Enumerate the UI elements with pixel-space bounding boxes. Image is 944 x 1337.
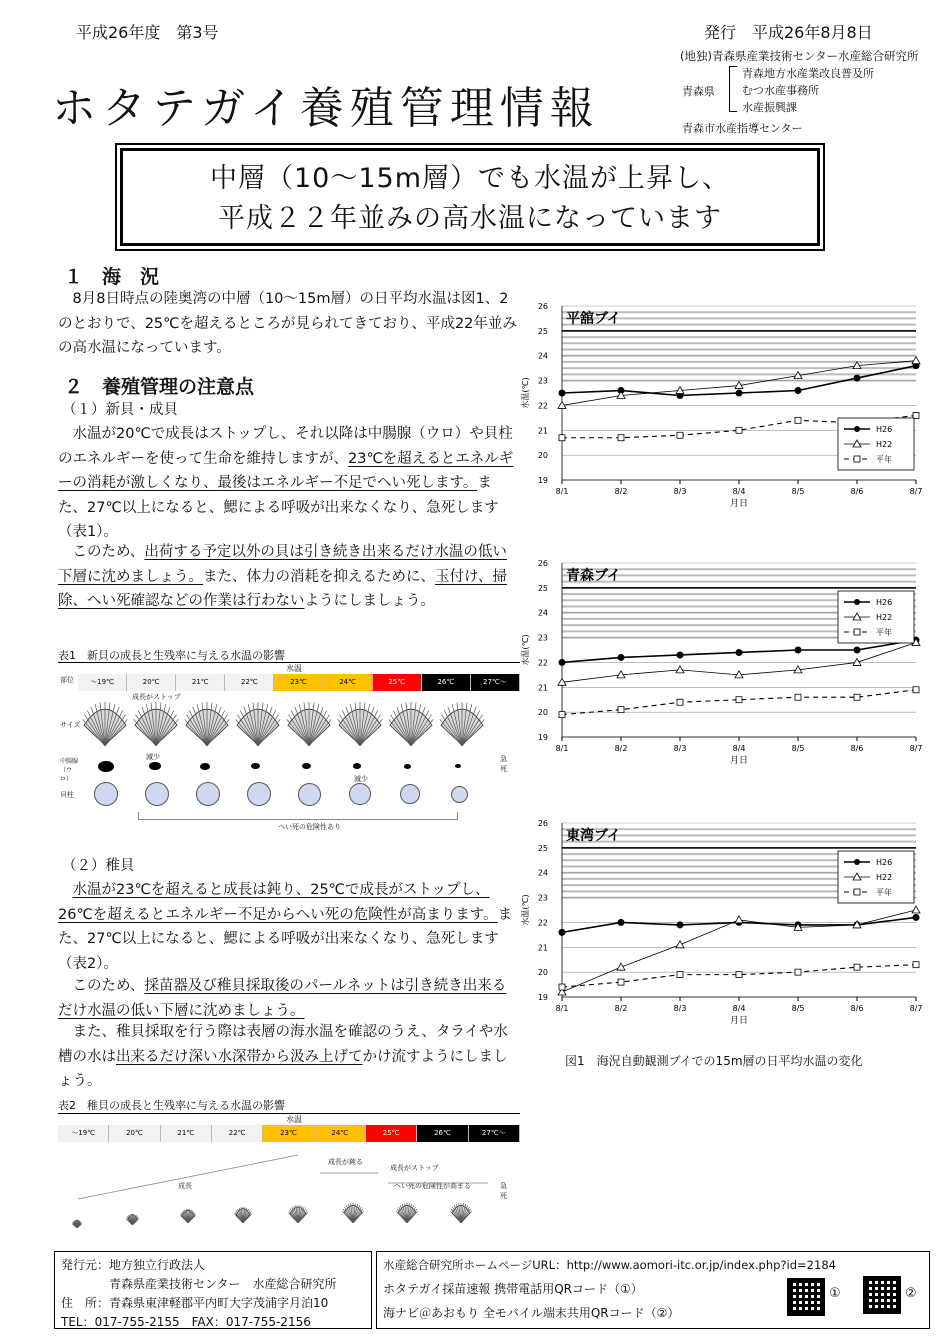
data-point	[618, 979, 624, 985]
muscle-icon	[196, 782, 220, 806]
y-tick-label: 22	[537, 658, 548, 668]
temp-cell: 20℃	[109, 1125, 160, 1142]
qr-code-2-icon[interactable]	[863, 1276, 901, 1314]
p5a: また、稚貝採取を行う際は表層の海水温を確認のうえ、タライや水槽の水は	[58, 1024, 508, 1065]
qr-code-1-icon[interactable]	[787, 1278, 825, 1316]
data-point	[913, 962, 919, 968]
table1-note-stop: 成長がストップ	[132, 693, 181, 701]
x-tick-label: 8/6	[850, 487, 864, 496]
y-tick-label: 20	[537, 968, 548, 978]
gland-icon	[200, 763, 210, 770]
publisher-pref: 青森県	[682, 85, 715, 98]
data-point	[677, 432, 683, 438]
temp-cell: 26℃	[417, 1125, 468, 1142]
x-tick-label: 8/5	[791, 744, 805, 753]
y-tick-label: 22	[537, 401, 548, 411]
data-point	[854, 647, 861, 654]
legend-label: H22	[876, 613, 893, 622]
y-tick-label: 19	[537, 476, 548, 485]
muscle-icon	[94, 782, 118, 806]
data-point	[854, 964, 860, 970]
publisher-org3: 水産振興課	[742, 101, 797, 114]
gland-icon	[98, 761, 114, 772]
publisher-main: (地独)青森県産業技術センター水産総合研究所	[680, 49, 919, 63]
headline-box	[120, 148, 820, 246]
table2-growth-arrows	[58, 1143, 520, 1203]
data-point	[559, 390, 566, 397]
masthead-title: ホタテガイ養殖管理情報	[52, 83, 600, 134]
issue-number: 平成26年度 第3号	[76, 23, 219, 42]
section1-paragraph: 8月8日時点の陸奥湾の中層（10～15m層）の日平均水温は図1、2のとおりで、25℃を超えるところが見られてきており、平成22年並みの高水温になっています。	[58, 291, 517, 356]
legend-label: H22	[876, 873, 893, 882]
section2-paragraph1	[58, 422, 520, 545]
y-tick-label: 23	[537, 633, 548, 643]
juvenile-scallop-icon	[72, 1213, 82, 1232]
data-point	[677, 921, 684, 928]
table1-label-size: サイズ	[60, 721, 81, 729]
headline-line1: 中層（10～15m層）でも水温が上昇し、	[209, 163, 730, 194]
headline-line2: 平成２２年並みの高水温になっています	[218, 203, 722, 234]
temp-cell: 24℃	[315, 1125, 366, 1142]
p2b: 出荷する予定以外の貝は引き続き出来るだけ水温の低い下層に沈めましょう。	[58, 544, 507, 585]
x-tick-label: 8/4	[732, 744, 746, 753]
x-tick-label: 8/3	[673, 487, 687, 496]
y-tick-label: 20	[537, 708, 548, 718]
table1-note-risk: へい死の危険性あり	[278, 823, 341, 831]
x-tick-label: 8/1	[555, 1004, 569, 1013]
scallop-shell-icon	[184, 700, 230, 750]
data-point	[559, 929, 566, 936]
data-point	[912, 906, 920, 913]
x-tick-label: 8/3	[673, 744, 687, 753]
data-point	[677, 651, 684, 658]
legend-marker	[854, 629, 860, 635]
y-axis-label: 水温(℃)	[521, 894, 530, 926]
legend-label: 平年	[876, 888, 892, 897]
y-axis-label: 水温(℃)	[521, 634, 530, 666]
footer-links	[376, 1251, 930, 1329]
chart-title: 東湾ブイ	[566, 828, 621, 844]
data-point	[559, 984, 565, 990]
juvenile-scallop-icon	[450, 1201, 472, 1227]
legend-marker	[854, 859, 860, 865]
gland-icon	[404, 764, 411, 769]
juvenile-scallop-icon	[396, 1201, 418, 1227]
table2-caption: 表2 稚貝の成長と生残率に与える水温の影響	[58, 1099, 285, 1112]
y-tick-label: 23	[537, 893, 548, 903]
data-point	[854, 375, 861, 382]
data-point	[736, 697, 742, 703]
legend-label: 平年	[876, 455, 892, 464]
y-tick-label: 24	[537, 351, 548, 361]
table1-header: 水温	[286, 664, 302, 673]
p3b: また、27℃以上になると、鰓による呼吸が出来なくなり、急死します（表2）。	[58, 906, 513, 972]
scallop-shell-icon	[133, 700, 179, 750]
data-point	[618, 435, 624, 441]
issue-date: 発行 平成26年8月8日	[704, 23, 873, 42]
table1-label-gland: 中腸腺（ウロ）	[60, 758, 79, 783]
juvenile-scallop-icon	[126, 1210, 139, 1229]
gland-icon	[149, 762, 161, 770]
y-tick-label: 23	[537, 376, 548, 386]
x-tick-label: 8/1	[555, 744, 569, 753]
juvenile-scallop-icon	[288, 1203, 308, 1227]
temp-cell: ～19℃	[58, 1125, 109, 1142]
chart-aomori	[520, 555, 930, 775]
p1c: また、27℃以上になると、鰓による呼吸が出来なくなり、急死します（表1）。	[58, 475, 499, 540]
y-tick-label: 22	[537, 918, 548, 928]
data-point	[795, 417, 801, 423]
footer-tel: TEL：017-755-2155 FAX：017-755-2156	[61, 1315, 311, 1329]
gland-icon	[455, 764, 461, 768]
data-point	[559, 435, 565, 441]
temp-cell: 21℃	[176, 674, 225, 691]
publisher-bracket	[729, 66, 737, 112]
y-tick-label: 24	[537, 868, 548, 878]
y-tick-label: 26	[537, 559, 548, 568]
section2-paragraph5	[58, 1020, 520, 1094]
scallop-shell-icon	[82, 700, 128, 750]
section2-sub2: （２）稚貝	[62, 858, 135, 874]
muscle-icon	[298, 783, 321, 806]
footer-publisher	[54, 1251, 372, 1329]
data-point	[795, 387, 802, 394]
data-point	[559, 712, 565, 718]
temp-cell: 27℃～	[469, 1125, 520, 1142]
p3a: 水温が23℃を超えると成長は鈍り、25℃で成長がストップし、26℃を超えるとエネルギー不足からへい死の危険性が高まります。	[58, 882, 498, 923]
x-axis-label: 月日	[729, 499, 749, 509]
x-tick-label: 8/2	[614, 744, 628, 753]
publisher-org2: むつ水産事務所	[742, 84, 819, 97]
data-point	[736, 390, 743, 397]
figure-caption: 図1 海況自動観測ブイでの15m層の日平均水温の変化	[565, 1054, 863, 1068]
gland-icon	[251, 763, 260, 769]
p2c: また、体力の消耗を抑えるために、	[203, 568, 435, 585]
chart-higashiwan	[520, 815, 930, 1035]
x-axis-label: 月日	[729, 756, 749, 766]
y-tick-label: 19	[537, 733, 548, 742]
chart-tairadate	[520, 298, 930, 518]
p5c: かけ流すようにしましょう。	[58, 1048, 508, 1089]
temp-cell: 24℃	[324, 674, 373, 691]
y-tick-label: 26	[537, 819, 548, 828]
y-tick-label: 21	[537, 426, 548, 436]
temp-cell: ～19℃	[78, 674, 127, 691]
x-axis-label: 月日	[729, 1016, 749, 1026]
data-point	[618, 707, 624, 713]
section2-heading: ２ 養殖管理の注意点	[64, 376, 255, 398]
legend-marker	[854, 889, 860, 895]
footer-address: 住 所：青森県東津軽郡平内町大字茂浦字月泊10	[61, 1296, 329, 1310]
data-point	[736, 972, 742, 978]
data-point	[676, 941, 684, 948]
temp-cell: 23℃	[274, 674, 323, 691]
table1-note-decrease2: 減少	[354, 775, 368, 783]
legend-label: H26	[876, 598, 893, 607]
table2-note-slow: 成長が鈍る	[328, 1158, 363, 1166]
footer-publisher-name: 青森県産業技術センター 水産総合研究所	[109, 1277, 337, 1291]
table2-note-risk: へい死の危険性が高まる	[394, 1182, 471, 1190]
data-point	[795, 647, 802, 654]
y-tick-label: 25	[537, 326, 548, 336]
table1-label-muscle: 貝柱	[60, 791, 74, 799]
footer-hp-url[interactable]: 水産総合研究所ホームページURL：http://www.aomori-itc.or.jp/index.php?id=2184	[383, 1258, 836, 1272]
footer-qr1-text: ホタテガイ採苗速報 携帯電話用QRコード（①）	[383, 1282, 643, 1296]
temp-cell: 27℃～	[471, 674, 520, 691]
table1-row-label: 部位	[60, 676, 74, 684]
legend-label: H26	[876, 425, 893, 434]
footer-publisher-label: 発行元：地方独立行政法人	[61, 1258, 206, 1272]
table1-note-decrease1: 減少	[146, 753, 160, 761]
y-tick-label: 24	[537, 608, 548, 618]
publisher-org4: 青森市水産指導センター	[682, 122, 803, 135]
table2-note-stop: 成長がストップ	[390, 1164, 439, 1172]
x-tick-label: 8/7	[909, 487, 923, 496]
legend-marker	[854, 599, 860, 605]
data-point	[912, 357, 920, 364]
legend-label: H26	[876, 858, 893, 867]
x-tick-label: 8/1	[555, 487, 569, 496]
legend-marker	[854, 426, 860, 432]
x-tick-label: 8/6	[850, 744, 864, 753]
data-point	[676, 666, 684, 673]
p1b: 23℃を超えるとエネルギーの消耗が激しくなり、最後はエネルギー不足でへい死します。	[58, 450, 514, 491]
y-axis-label: 水温(℃)	[521, 377, 530, 409]
temp-cell: 20℃	[127, 674, 176, 691]
x-tick-label: 8/2	[614, 487, 628, 496]
table1-caption: 表1 新貝の成長と生残率に与える水温の影響	[58, 649, 285, 662]
scallop-shell-icon	[286, 700, 332, 750]
table1-note-sudden: 急死	[500, 755, 507, 773]
data-point	[795, 694, 801, 700]
footer-qr2-text: 海ナビ＠あおもり 全モバイル端末共用QRコード（②）	[383, 1306, 680, 1320]
muscle-icon	[247, 782, 271, 806]
data-point	[853, 658, 861, 665]
chart-title: 青森ブイ	[566, 568, 621, 584]
data-point	[736, 427, 742, 433]
scallop-shell-icon	[235, 700, 281, 750]
y-tick-label: 19	[537, 993, 548, 1002]
x-tick-label: 8/7	[909, 1004, 923, 1013]
p5b: 出来るだけ深い水深帯から汲み上げて	[116, 1048, 363, 1065]
muscle-icon	[451, 786, 468, 803]
x-tick-label: 8/4	[732, 1004, 746, 1013]
temp-cell: 25℃	[373, 674, 422, 691]
p4a: このため、	[72, 978, 145, 994]
data-point	[677, 699, 683, 705]
chart-title: 平舘ブイ	[566, 311, 621, 327]
legend-marker	[854, 456, 860, 462]
data-point	[559, 659, 566, 666]
x-tick-label: 8/4	[732, 487, 746, 496]
temp-cell: 25℃	[366, 1125, 417, 1142]
table1	[58, 662, 520, 836]
qr-mark-1: ①	[829, 1286, 841, 1301]
legend-label: 平年	[876, 628, 892, 637]
p2e: ようにしましょう。	[304, 593, 435, 609]
x-tick-label: 8/3	[673, 1004, 687, 1013]
y-tick-label: 21	[537, 683, 548, 693]
table2-note-growth: 成長	[178, 1182, 192, 1190]
data-point	[913, 914, 920, 921]
scallop-shell-icon	[337, 700, 383, 750]
data-point	[913, 687, 919, 693]
p4b: 採苗器及び稚貝採取後のパールネットは引き続き出来るだけ水温の低い下層に沈めましょう。	[58, 978, 507, 1019]
section1-heading: １ 海 況	[64, 266, 160, 288]
juvenile-scallop-icon	[234, 1205, 252, 1227]
gland-icon	[353, 763, 361, 769]
temp-cell: 26℃	[422, 674, 471, 691]
table2	[58, 1113, 520, 1231]
muscle-icon	[400, 784, 420, 804]
table2-header: 水温	[286, 1115, 302, 1124]
section2-paragraph3	[58, 878, 520, 976]
y-tick-label: 25	[537, 843, 548, 853]
data-point	[735, 916, 743, 923]
x-tick-label: 8/5	[791, 1004, 805, 1013]
section2-paragraph4	[58, 974, 520, 1023]
publisher-org1: 青森地方水産業改良普及所	[742, 67, 874, 80]
temp-cell: 23℃	[263, 1125, 314, 1142]
data-point	[617, 963, 625, 970]
y-tick-label: 26	[537, 302, 548, 311]
juvenile-scallop-icon	[180, 1207, 196, 1227]
gland-icon	[302, 763, 311, 769]
data-point	[854, 694, 860, 700]
y-tick-label: 20	[537, 451, 548, 461]
temp-cell: 22℃	[212, 1125, 263, 1142]
x-tick-label: 8/6	[850, 1004, 864, 1013]
p1a: 水温が20℃で成長はストップし、それ以降は中腸腺（ウロ）や貝柱のエネルギーを使って生命を維持しますが、	[58, 426, 513, 467]
muscle-icon	[145, 782, 169, 806]
data-point	[913, 412, 919, 418]
scallop-shell-icon	[388, 700, 434, 750]
p2d: 玉付け、掃除、へい死確認などの作業は行わない	[58, 568, 507, 609]
x-tick-label: 8/2	[614, 1004, 628, 1013]
data-point	[795, 969, 801, 975]
y-tick-label: 21	[537, 943, 548, 953]
qr-mark-2: ②	[905, 1286, 917, 1301]
data-point	[618, 654, 625, 661]
legend-label: H22	[876, 440, 893, 449]
muscle-icon	[349, 783, 371, 805]
data-point	[677, 972, 683, 978]
section2-sub1: （１）新貝・成貝	[62, 402, 178, 418]
x-tick-label: 8/7	[909, 744, 923, 753]
juvenile-scallop-icon	[342, 1201, 364, 1227]
p2a: このため、	[72, 544, 145, 560]
y-tick-label: 25	[537, 583, 548, 593]
temp-cell: 21℃	[161, 1125, 212, 1142]
table2-note-sudden: 急死	[500, 1182, 507, 1200]
x-tick-label: 8/5	[791, 487, 805, 496]
scallop-shell-icon	[439, 700, 485, 750]
temp-cell: 22℃	[225, 674, 274, 691]
data-point	[736, 649, 743, 656]
section2-paragraph2	[58, 540, 520, 614]
data-point	[618, 919, 625, 926]
